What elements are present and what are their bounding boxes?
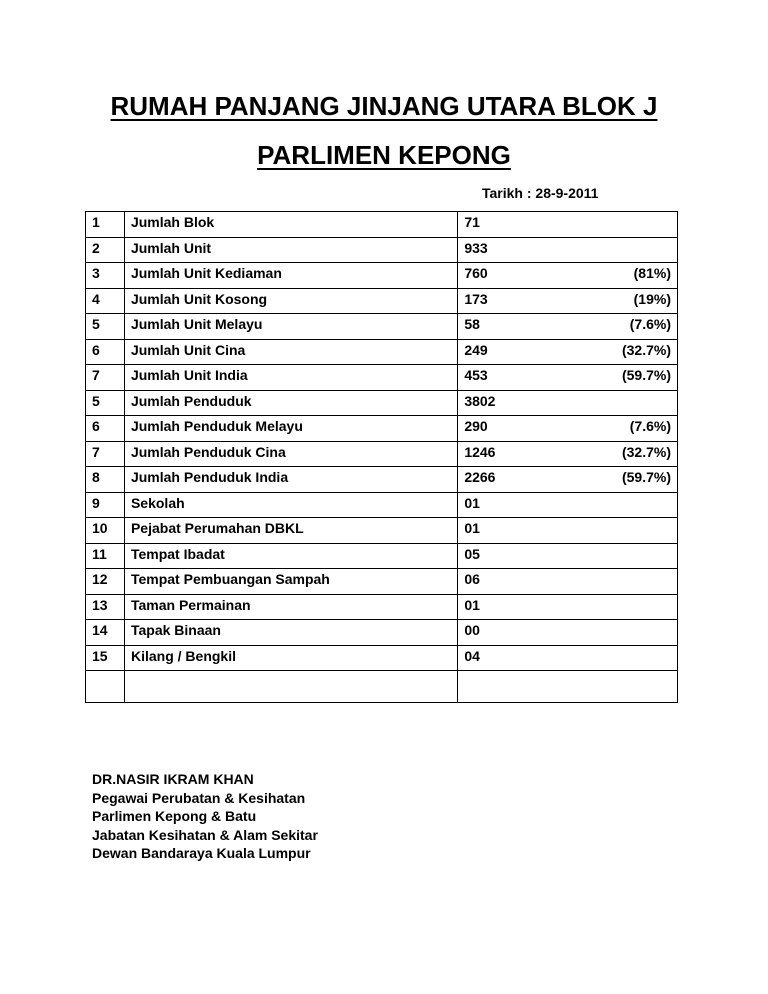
table-row: [86, 339, 678, 365]
table-cell-label: Sekolah: [124, 492, 457, 518]
signature-organization: Dewan Bandaraya Kuala Lumpur: [92, 845, 311, 861]
table-row: [86, 518, 678, 544]
table-cell-value: [458, 416, 678, 442]
table-cell-label: Jumlah Unit India: [124, 365, 457, 391]
signature-name: DR.NASIR IKRAM KHAN: [92, 771, 254, 787]
table-cell-label: Jumlah Penduduk Cina: [124, 441, 457, 467]
table-cell-no: 11: [86, 543, 125, 569]
table-row: [86, 441, 678, 467]
table-cell-label: Jumlah Unit Kediaman: [124, 263, 457, 289]
table-cell-value: [458, 288, 678, 314]
table-cell-value: [458, 467, 678, 493]
table-cell-no: 12: [86, 569, 125, 595]
table-cell-no: 5: [86, 390, 125, 416]
table-cell-label: Jumlah Penduduk India: [124, 467, 457, 493]
document-subtitle-text: PARLIMEN KEPONG: [257, 140, 511, 170]
table-row: [86, 263, 678, 289]
table-cell-no: 9: [86, 492, 125, 518]
table-cell-label: Jumlah Unit Kosong: [124, 288, 457, 314]
table-value: 04: [464, 647, 480, 664]
table-cell-label: Jumlah Blok: [124, 212, 457, 238]
table-cell-no: 3: [86, 263, 125, 289]
table-cell-value: [458, 569, 678, 595]
table-value: 760: [464, 265, 488, 281]
table-cell-no: 10: [86, 518, 125, 544]
table-value: 58: [464, 316, 480, 332]
table-row: [86, 237, 678, 263]
table-cell-value: [458, 263, 678, 289]
table-percentage: (7.6%): [629, 316, 671, 332]
table-cell-label: Tempat Pembuangan Sampah: [124, 569, 457, 595]
table-cell-no: 6: [86, 416, 125, 442]
table-value: 01: [464, 520, 480, 536]
table-percentage: (59.7%): [621, 469, 671, 485]
table-cell-label: Jumlah Penduduk: [124, 390, 457, 416]
table-value: 06: [464, 571, 480, 587]
table-cell-label: Taman Permainan: [124, 594, 457, 620]
table-cell-value: [458, 314, 678, 340]
table-cell-no: 4: [86, 288, 125, 314]
table-cell-label: Kilang / Bengkil: [124, 645, 457, 671]
table-cell-value: [458, 237, 678, 263]
table-cell-value: [458, 365, 678, 391]
table-cell-label: Jumlah Unit Cina: [124, 339, 457, 365]
table-row: [86, 467, 678, 493]
table-row: [86, 620, 678, 646]
table-value: 933: [464, 239, 488, 256]
table-cell-value: [458, 441, 678, 467]
document-title-text: RUMAH PANJANG JINJANG UTARA BLOK J: [110, 91, 658, 121]
table-row-empty: [86, 671, 678, 703]
table-cell-no: 5: [86, 314, 125, 340]
table-value: 05: [464, 545, 480, 562]
table-percentage: (81%): [633, 265, 671, 281]
table-row: [86, 594, 678, 620]
signature-position: Pegawai Perubatan & Kesihatan: [92, 789, 306, 806]
table-cell-no: 6: [86, 339, 125, 365]
statistics-table: [85, 211, 678, 703]
table-row: [86, 288, 678, 314]
table-cell-value: [458, 645, 678, 671]
table-cell-label: Jumlah Unit Melayu: [124, 314, 457, 340]
table-row: [86, 365, 678, 391]
table-row: [86, 390, 678, 416]
table-cell-no: 7: [86, 441, 125, 467]
table-value: 3802: [464, 392, 496, 409]
table-cell-no: 1: [86, 212, 125, 238]
table-cell-no: 2: [86, 237, 125, 263]
table-cell-value: [458, 543, 678, 569]
signature-block: [92, 770, 318, 863]
table-cell-value: [458, 492, 678, 518]
table-cell-no: 13: [86, 594, 125, 620]
table-row: [86, 645, 678, 671]
table-value: 249: [464, 341, 488, 358]
table-row: [86, 569, 678, 595]
table-cell-value: [458, 518, 678, 544]
table-cell-value: [458, 339, 678, 365]
table-cell-value: [458, 620, 678, 646]
table-cell-label: [124, 671, 457, 703]
table-cell-no: 8: [86, 467, 125, 493]
table-cell-label: Jumlah Penduduk Melayu: [124, 416, 457, 442]
table-cell-no: 15: [86, 645, 125, 671]
table-percentage: (32.7%): [621, 341, 671, 358]
table-value: 2266: [464, 469, 496, 485]
table-percentage: (32.7%): [621, 443, 671, 460]
document-subtitle: [0, 139, 768, 171]
table-value: 173: [464, 290, 488, 307]
table-value: 01: [464, 494, 480, 511]
table-cell-label: Jumlah Unit: [124, 237, 457, 263]
table-cell-no: [86, 671, 125, 703]
table-value: 1246: [464, 443, 496, 460]
signature-area: Parlimen Kepong & Batu: [92, 808, 257, 824]
table-value: 71: [464, 214, 480, 230]
table-cell-value: [458, 671, 678, 703]
table-value: 01: [464, 596, 480, 613]
table-percentage: (7.6%): [629, 418, 671, 434]
table-row: [86, 416, 678, 442]
table-cell-no: 14: [86, 620, 125, 646]
table-row: [86, 212, 678, 238]
table-value: 453: [464, 367, 488, 383]
document-date: Tarikh : 28-9-2011: [482, 185, 599, 201]
signature-department: Jabatan Kesihatan & Alam Sekitar: [92, 826, 318, 843]
table-cell-value: [458, 390, 678, 416]
table-row: [86, 543, 678, 569]
table-cell-label: Pejabat Perumahan DBKL: [124, 518, 457, 544]
table-cell-label: Tempat Ibadat: [124, 543, 457, 569]
table-percentage: (19%): [633, 290, 671, 307]
table-row: [86, 314, 678, 340]
table-value: 290: [464, 418, 488, 434]
table-cell-value: [458, 594, 678, 620]
table-cell-no: 7: [86, 365, 125, 391]
table-cell-value: [458, 212, 678, 238]
document-title: [0, 90, 768, 122]
table-cell-label: Tapak Binaan: [124, 620, 457, 646]
statistics-table-body: [86, 212, 678, 703]
table-value: 00: [464, 622, 480, 638]
table-row: [86, 492, 678, 518]
table-percentage: (59.7%): [621, 367, 671, 383]
